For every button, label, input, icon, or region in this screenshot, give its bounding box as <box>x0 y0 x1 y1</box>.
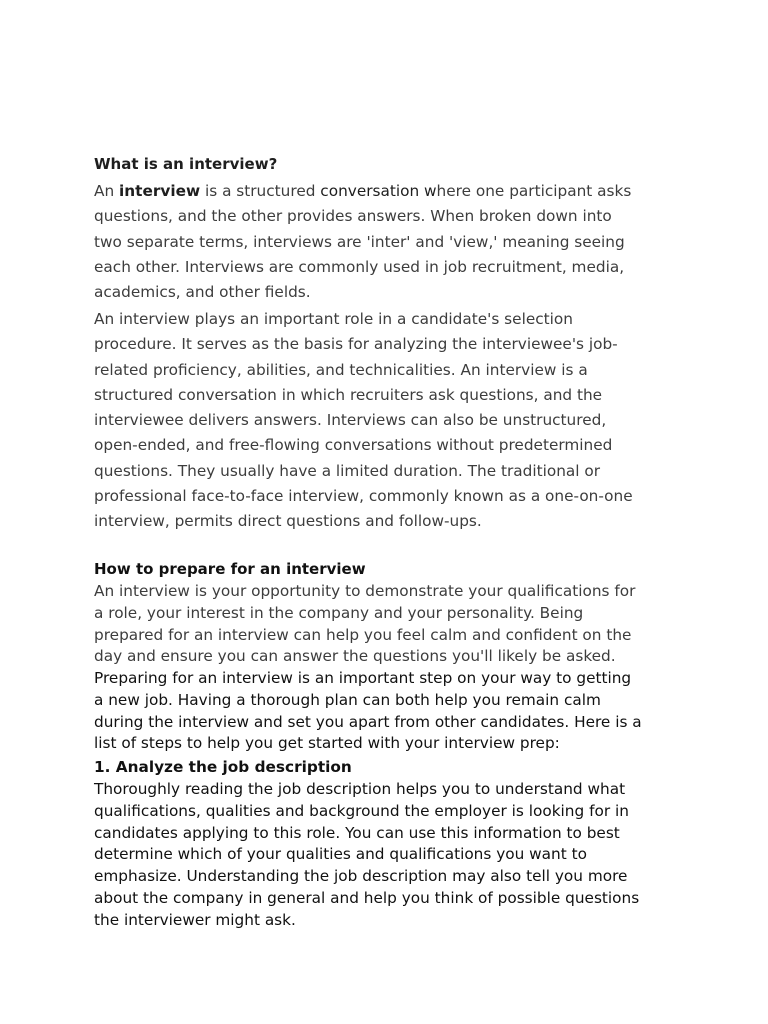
paragraph-line: An interview is your opportunity to demonstrate your qualifications for <box>94 582 636 600</box>
paragraph-line: interviewee delivers answers. Interviews can also be unstructured, <box>94 411 607 430</box>
paragraph-preparing-steps-intro <box>94 668 674 755</box>
paragraph-line: day and ensure you can answer the questions you'll likely be asked. <box>94 647 616 666</box>
paragraph-line: during the interview and set you apart from other candidates. Here is a <box>94 712 642 731</box>
paragraph-line: each other. Interviews are commonly used in job recruitment, media, <box>94 257 625 276</box>
paragraph-line: a new job. Having a thorough plan can both help you remain calm <box>94 690 601 709</box>
paragraph-line: a role, your interest in the company and your personality. Being <box>94 603 584 622</box>
paragraph-line: related proficiency, abilities, and technicalities. An interview is a <box>94 360 588 379</box>
paragraph-line: academics, and other fields. <box>94 283 311 302</box>
paragraph-analyze-job-description <box>94 779 674 932</box>
paragraph-line: structured conversation in which recruiters ask questions, and the <box>94 385 603 404</box>
text-run: is a structured <box>200 182 321 200</box>
text-run: here one participant asks <box>436 182 632 200</box>
section-heading-what-is-an-interview: What is an interview? <box>94 155 278 173</box>
paragraph-line: two separate terms, interviews are 'inter' and 'view,' meaning seeing <box>94 232 625 251</box>
paragraph-interview-opportunity <box>94 581 674 668</box>
paragraph-line <box>94 179 674 204</box>
bold-term-interview: interview <box>119 182 201 200</box>
text-run: An <box>94 182 120 200</box>
paragraph-line: open-ended, and free-flowing conversations without predetermined <box>94 436 613 455</box>
paragraph-line: questions, and the other provides answers. When broken down into <box>94 207 612 226</box>
step-heading-analyze-job-description: 1. Analyze the job description <box>94 758 352 776</box>
paragraph-line: list of steps to help you get started with your interview prep: <box>94 734 560 753</box>
paragraph-line: emphasize. Understanding the job description may also tell you more <box>94 867 628 886</box>
paragraph-line: procedure. It serves as the basis for analyzing the interviewee's job- <box>94 335 618 354</box>
text-run: conversation w <box>320 182 437 200</box>
paragraph-line: professional face-to-face interview, commonly known as a one-on-one <box>94 487 633 506</box>
section-heading-how-to-prepare: How to prepare for an interview <box>94 560 366 578</box>
paragraph-line: Thoroughly reading the job description helps you to understand what <box>94 780 626 798</box>
paragraph-interview-definition <box>94 179 674 305</box>
paragraph-line: interview, permits direct questions and follow-ups. <box>94 512 482 531</box>
paragraph-line: Preparing for an interview is an important step on your way to getting <box>94 669 632 687</box>
paragraph-line: determine which of your qualities and qualifications you want to <box>94 845 587 864</box>
paragraph-line: An interview plays an important role in a candidate's selection <box>94 310 573 328</box>
paragraph-line: the interviewer might ask. <box>94 910 296 929</box>
paragraph-line: questions. They usually have a limited duration. The traditional or <box>94 461 601 480</box>
paragraph-line: candidates applying to this role. You can use this information to best <box>94 823 620 842</box>
paragraph-line: prepared for an interview can help you feel calm and confident on the <box>94 625 632 644</box>
paragraph-interview-role <box>94 307 674 535</box>
paragraph-line: about the company in general and help you think of possible questions <box>94 888 640 907</box>
paragraph-line: qualifications, qualities and background the employer is looking for in <box>94 801 629 820</box>
